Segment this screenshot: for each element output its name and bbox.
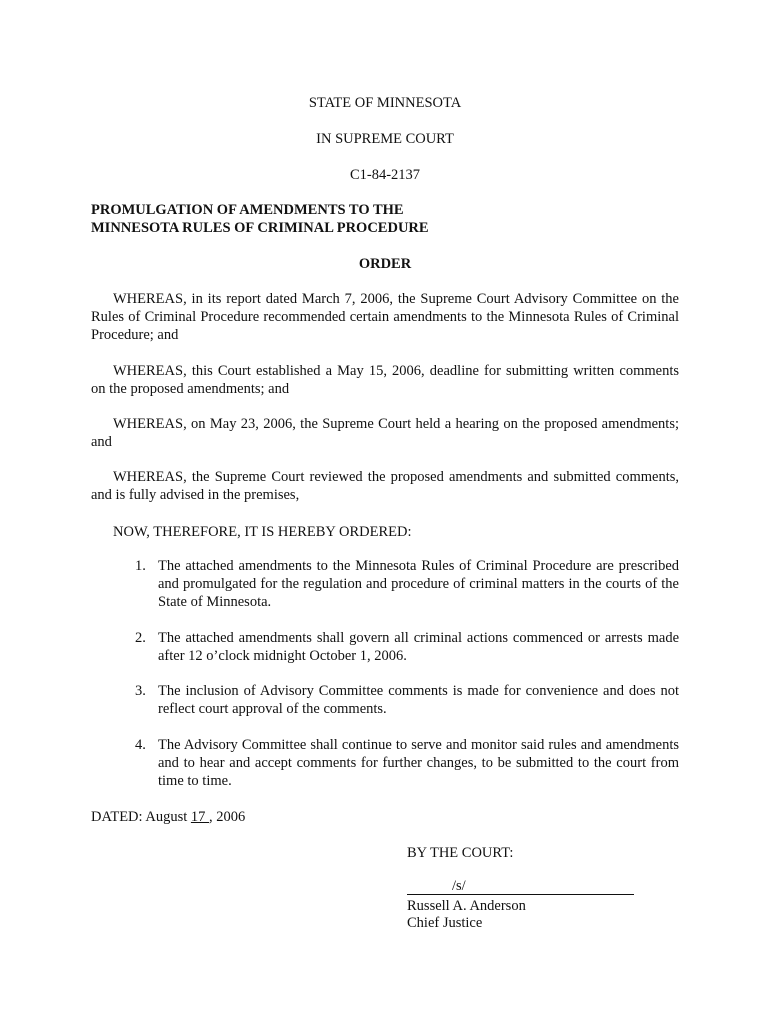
signature-mark: /s/	[452, 878, 466, 894]
whereas-paragraph-3: WHEREAS, on May 23, 2006, the Supreme Court held a hearing on the proposed amendments; and	[91, 416, 679, 450]
signature-line	[407, 878, 634, 895]
dated-line	[91, 808, 245, 826]
list-item-text: The attached amendments to the Minnesota Rules of Criminal Procedure are prescribed and promulgated for the regulation and procedure of criminal matters in the courts of the State of Minnesota.	[158, 558, 679, 610]
whereas-paragraph-1: WHEREAS, in its report dated March 7, 2006, the Supreme Court Advisory Committee on the Rules of Criminal Procedure recommended certain amendments to the Minnesota Rules of Criminal Procedure; and	[91, 291, 679, 343]
dated-prefix: DATED: August	[91, 809, 191, 825]
whereas-paragraph-4: WHEREAS, the Supreme Court reviewed the proposed amendments and submitted comments, and is fully advised in the premises,	[91, 469, 679, 503]
dated-day: 17	[190, 809, 210, 825]
list-item-number: 2.	[135, 630, 146, 646]
court-name: IN SUPREME COURT	[316, 131, 454, 147]
list-item-number: 1.	[135, 558, 146, 574]
now-therefore-clause: NOW, THEREFORE, IT IS HEREBY ORDERED:	[113, 524, 412, 540]
whereas-paragraph-2: WHEREAS, this Court established a May 15, 2006, deadline for submitting written comments on the proposed amendments; and	[91, 363, 679, 397]
list-item-number: 4.	[135, 737, 146, 753]
signer-name: Russell A. Anderson	[407, 898, 526, 914]
state-name: STATE OF MINNESOTA	[308, 95, 462, 111]
document-title-line-1: PROMULGATION OF AMENDMENTS TO THE	[91, 202, 404, 218]
dated-suffix: , 2006	[209, 809, 246, 825]
case-number: C1-84-2137	[349, 167, 421, 183]
list-item-text: The Advisory Committee shall continue to serve and monitor said rules and amendments and to hear and accept comments for further changes, to be submitted to the court from time to time.	[158, 737, 679, 789]
list-item-text: The attached amendments shall govern all criminal actions commenced or arrests made after 12 o’clock midnight October 1, 2006.	[158, 630, 679, 664]
list-item-number: 3.	[135, 683, 146, 699]
list-item-text: The inclusion of Advisory Committee comments is made for convenience and does not reflect court approval of the comments.	[158, 683, 679, 717]
document-title-line-2: MINNESOTA RULES OF CRIMINAL PROCEDURE	[91, 220, 429, 236]
signer-title: Chief Justice	[407, 915, 483, 931]
by-the-court: BY THE COURT:	[407, 845, 514, 861]
order-heading: ORDER	[358, 256, 412, 272]
